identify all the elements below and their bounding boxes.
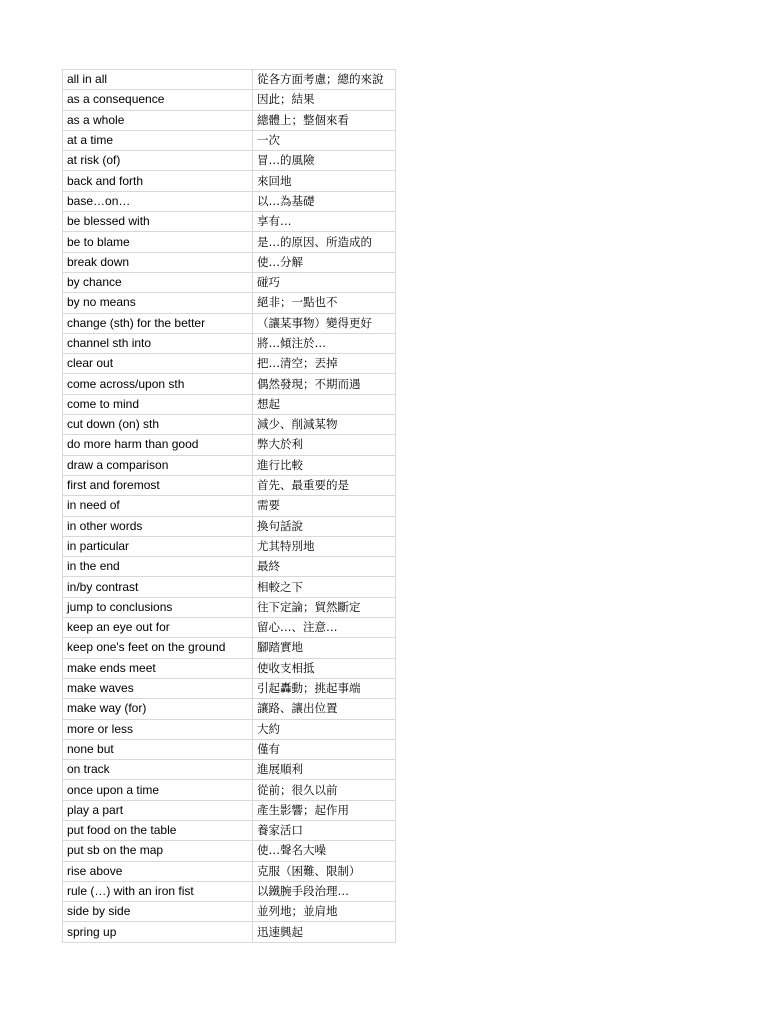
phrase-cell: rise above <box>63 861 253 881</box>
translation-cell: 將…傾注於… <box>253 333 396 353</box>
table-row <box>63 597 396 617</box>
phrase-cell: channel sth into <box>63 333 253 353</box>
translation-cell: 大約 <box>253 719 396 739</box>
table-row <box>63 760 396 780</box>
phrase-cell: on track <box>63 760 253 780</box>
translation-cell: 絕非；一點也不 <box>253 293 396 313</box>
translation-cell: 是…的原因、所造成的 <box>253 232 396 252</box>
vocabulary-table <box>62 69 396 943</box>
phrase-cell: in need of <box>63 496 253 516</box>
phrase-cell: be to blame <box>63 232 253 252</box>
table-row <box>63 577 396 597</box>
phrase-cell: come to mind <box>63 394 253 414</box>
table-row <box>63 841 396 861</box>
phrase-cell: all in all <box>63 70 253 90</box>
table-row <box>63 780 396 800</box>
table-row <box>63 272 396 292</box>
table-row <box>63 719 396 739</box>
translation-cell: 想起 <box>253 394 396 414</box>
table-row <box>63 800 396 820</box>
translation-cell: 因此；結果 <box>253 90 396 110</box>
translation-cell: 最終 <box>253 557 396 577</box>
translation-cell: 來回地 <box>253 171 396 191</box>
phrase-cell: base…on… <box>63 191 253 211</box>
phrase-cell: put sb on the map <box>63 841 253 861</box>
phrase-cell: break down <box>63 252 253 272</box>
translation-cell: 偶然發現；不期而遇 <box>253 374 396 394</box>
table-row <box>63 739 396 759</box>
translation-cell: 從各方面考慮；總的來說 <box>253 70 396 90</box>
phrase-cell: be blessed with <box>63 212 253 232</box>
phrase-cell: by chance <box>63 272 253 292</box>
translation-cell: 總體上；整個來看 <box>253 110 396 130</box>
translation-cell: 腳踏實地 <box>253 638 396 658</box>
table-row <box>63 516 396 536</box>
phrase-cell: draw a comparison <box>63 455 253 475</box>
table-row <box>63 130 396 150</box>
translation-cell: 換句話說 <box>253 516 396 536</box>
phrase-cell: clear out <box>63 354 253 374</box>
table-row <box>63 212 396 232</box>
translation-cell: 使…分解 <box>253 252 396 272</box>
table-row <box>63 881 396 901</box>
phrase-cell: jump to conclusions <box>63 597 253 617</box>
translation-cell: （讓某事物）變得更好 <box>253 313 396 333</box>
translation-cell: 留心…、注意… <box>253 618 396 638</box>
phrase-cell: first and foremost <box>63 475 253 495</box>
phrase-cell: none but <box>63 739 253 759</box>
translation-cell: 相較之下 <box>253 577 396 597</box>
phrase-cell: do more harm than good <box>63 435 253 455</box>
translation-cell: 把…清空；丟掉 <box>253 354 396 374</box>
table-row <box>63 313 396 333</box>
table-row <box>63 90 396 110</box>
phrase-cell: as a consequence <box>63 90 253 110</box>
translation-cell: 減少、削減某物 <box>253 415 396 435</box>
table-row <box>63 232 396 252</box>
translation-cell: 首先、最重要的是 <box>253 475 396 495</box>
table-row <box>63 435 396 455</box>
translation-cell: 產生影響；起作用 <box>253 800 396 820</box>
translation-cell: 一次 <box>253 130 396 150</box>
translation-cell: 並列地；並肩地 <box>253 902 396 922</box>
phrase-cell: rule (…) with an iron fist <box>63 881 253 901</box>
translation-cell: 引起轟動；挑起事端 <box>253 678 396 698</box>
table-row <box>63 415 396 435</box>
table-row <box>63 820 396 840</box>
phrase-cell: make waves <box>63 678 253 698</box>
table-row <box>63 333 396 353</box>
phrase-cell: spring up <box>63 922 253 942</box>
table-row <box>63 374 396 394</box>
table-row <box>63 678 396 698</box>
table-row <box>63 861 396 881</box>
phrase-cell: by no means <box>63 293 253 313</box>
translation-cell: 需要 <box>253 496 396 516</box>
translation-cell: 享有… <box>253 212 396 232</box>
translation-cell: 尤其特別地 <box>253 536 396 556</box>
translation-cell: 養家活口 <box>253 820 396 840</box>
phrase-cell: more or less <box>63 719 253 739</box>
table-row <box>63 455 396 475</box>
translation-cell: 弊大於利 <box>253 435 396 455</box>
translation-cell: 進行比較 <box>253 455 396 475</box>
phrase-cell: put food on the table <box>63 820 253 840</box>
phrase-cell: play a part <box>63 800 253 820</box>
table-row <box>63 151 396 171</box>
phrase-cell: change (sth) for the better <box>63 313 253 333</box>
phrase-cell: at a time <box>63 130 253 150</box>
phrase-cell: in other words <box>63 516 253 536</box>
phrase-cell: in particular <box>63 536 253 556</box>
table-row <box>63 171 396 191</box>
phrase-cell: side by side <box>63 902 253 922</box>
table-row <box>63 618 396 638</box>
translation-cell: 以鐵腕手段治理… <box>253 881 396 901</box>
phrase-cell: make ends meet <box>63 658 253 678</box>
table-row <box>63 110 396 130</box>
table-row <box>63 699 396 719</box>
translation-cell: 克服（困難、限制） <box>253 861 396 881</box>
phrase-cell: keep an eye out for <box>63 618 253 638</box>
table-row <box>63 536 396 556</box>
table-row <box>63 638 396 658</box>
table-row <box>63 922 396 942</box>
table-row <box>63 557 396 577</box>
phrase-cell: keep one's feet on the ground <box>63 638 253 658</box>
translation-cell: 從前；很久以前 <box>253 780 396 800</box>
phrase-cell: make way (for) <box>63 699 253 719</box>
table-row <box>63 354 396 374</box>
table-row <box>63 293 396 313</box>
translation-cell: 往下定論；貿然斷定 <box>253 597 396 617</box>
translation-cell: 使…聲名大噪 <box>253 841 396 861</box>
phrase-cell: as a whole <box>63 110 253 130</box>
translation-cell: 僅有 <box>253 739 396 759</box>
phrase-cell: in/by contrast <box>63 577 253 597</box>
table-row <box>63 475 396 495</box>
phrase-cell: at risk (of) <box>63 151 253 171</box>
phrase-cell: cut down (on) sth <box>63 415 253 435</box>
table-row <box>63 394 396 414</box>
translation-cell: 使收支相抵 <box>253 658 396 678</box>
translation-cell: 以…為基礎 <box>253 191 396 211</box>
phrase-cell: come across/upon sth <box>63 374 253 394</box>
table-row <box>63 902 396 922</box>
vocabulary-table-body <box>63 70 396 943</box>
translation-cell: 冒…的風險 <box>253 151 396 171</box>
phrase-cell: once upon a time <box>63 780 253 800</box>
table-row <box>63 496 396 516</box>
translation-cell: 碰巧 <box>253 272 396 292</box>
table-row <box>63 658 396 678</box>
table-row <box>63 191 396 211</box>
translation-cell: 進展順利 <box>253 760 396 780</box>
phrase-cell: back and forth <box>63 171 253 191</box>
table-row <box>63 70 396 90</box>
translation-cell: 讓路、讓出位置 <box>253 699 396 719</box>
table-row <box>63 252 396 272</box>
translation-cell: 迅速興起 <box>253 922 396 942</box>
phrase-cell: in the end <box>63 557 253 577</box>
